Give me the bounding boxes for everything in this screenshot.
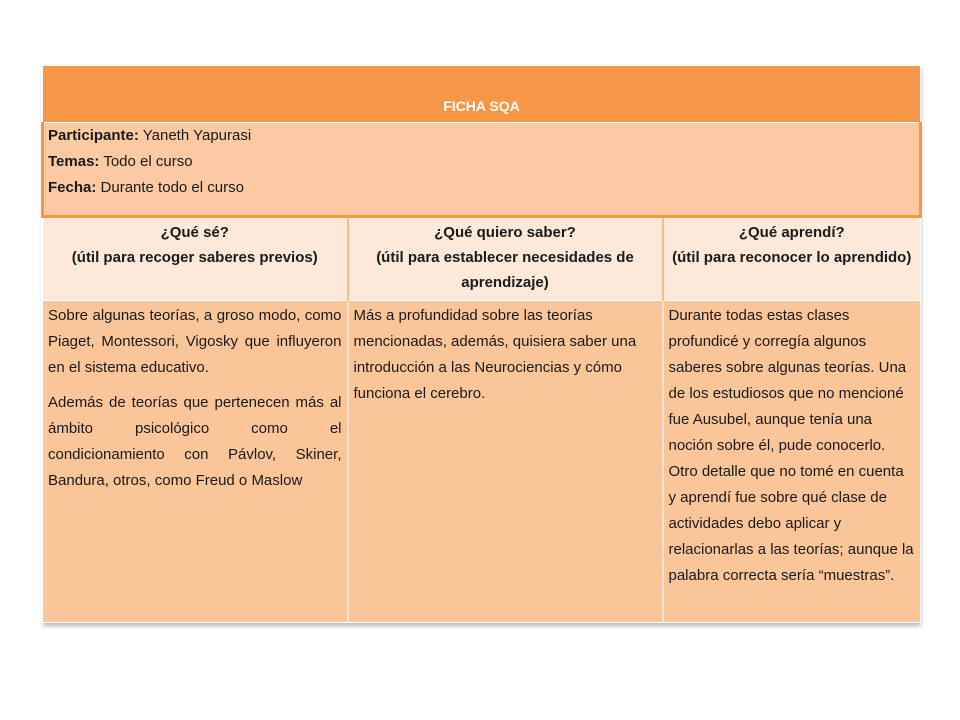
column-subheading: (útil para recoger saberes previos) — [71, 249, 318, 266]
content-cell-que-se — [43, 301, 348, 623]
ficha-sqa-sheet — [41, 65, 919, 623]
temas-value: Todo el curso — [99, 153, 193, 170]
column-header-que-aprendi — [663, 217, 921, 301]
column-heading: ¿Qué quiero saber? — [434, 224, 576, 241]
content-cell-que-quiero-saber — [348, 301, 663, 623]
info-cell — [43, 123, 921, 217]
title-cell — [43, 66, 921, 123]
column-heading: ¿Qué aprendí? — [738, 224, 845, 241]
content-paragraph: Sobre algunas teorías, a groso modo, como Piaget, Montessori, Vigosky que influyeron en el sistema educativo. — [48, 307, 342, 376]
column-header-que-quiero-saber — [348, 217, 663, 301]
table-title: FICHA SQA — [443, 98, 520, 114]
participante-line — [48, 123, 915, 149]
column-heading: ¿Qué sé? — [160, 224, 229, 241]
header-row — [43, 217, 921, 301]
info-row — [43, 123, 921, 217]
ficha-sqa-table — [41, 65, 922, 623]
column-subheading: (útil para reconocer lo aprendido) — [672, 249, 912, 266]
fecha-value: Durante todo el curso — [96, 179, 244, 196]
title-row — [43, 66, 921, 123]
content-paragraph: Durante todas estas clases profundicé y corregía algunos saberes sobre algunas teorías. Una de los estudiosos que no mencioné fue Ausubel, aunque tenía una noción sobre él, pude conocerlo. Otro detalle que no tomé en cuenta y aprendí fue sobre qué clase de actividades debo aplicar y relacionarlas a las teorías; aunque la palabra correcta sería “muestras”. — [668, 307, 914, 584]
content-row — [43, 301, 921, 623]
temas-line — [48, 149, 915, 175]
participante-label: Participante: — [48, 127, 139, 144]
content-paragraph: Más a profundidad sobre las teorías mencionadas, además, quisiera saber una introducción a las Neurociencias y cómo funciona el cerebro. — [353, 307, 637, 402]
participante-value: Yaneth Yapurasi — [138, 127, 252, 144]
content-paragraph: Además de teorías que pertenecen más al ámbito psicológico como el condicionamiento con Pávlov, Skiner, Bandura, otros, como Freud o Maslow — [48, 394, 342, 489]
fecha-label: Fecha: — [48, 179, 97, 196]
column-header-que-se — [43, 217, 348, 301]
column-subheading: (útil para establecer necesidades de aprendizaje) — [376, 249, 634, 291]
temas-label: Temas: — [48, 153, 100, 170]
content-cell-que-aprendi — [663, 301, 921, 623]
fecha-line — [48, 175, 915, 201]
